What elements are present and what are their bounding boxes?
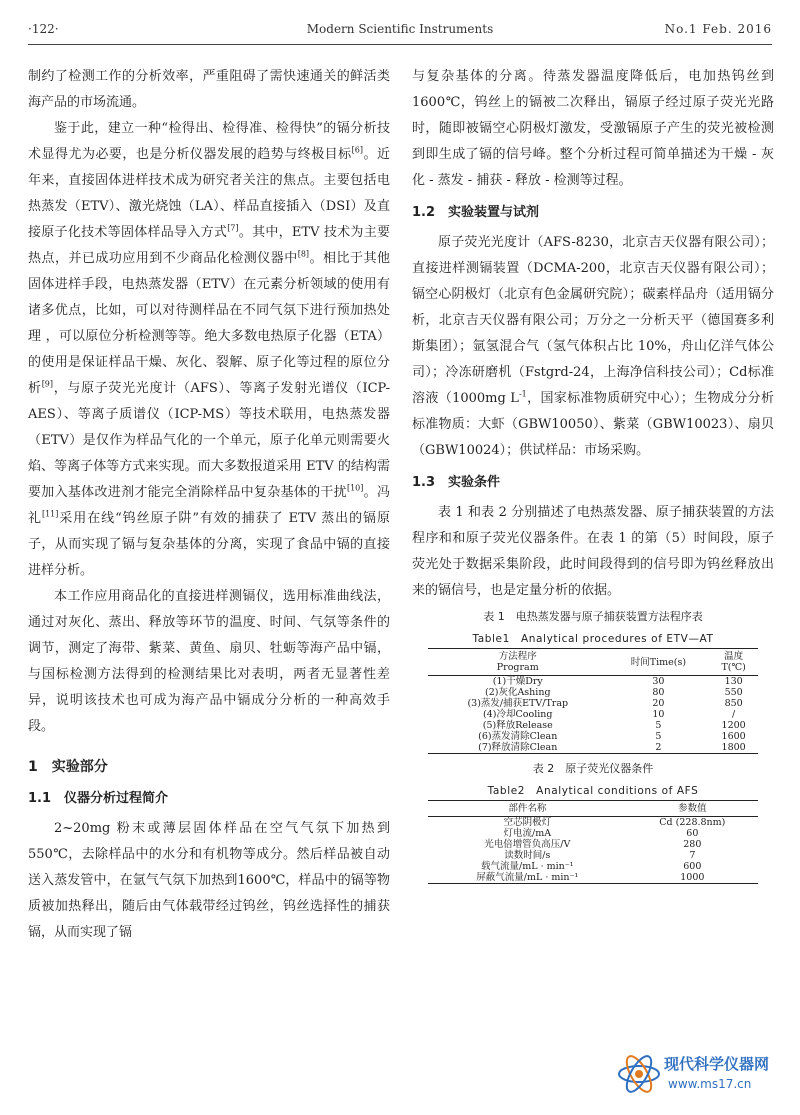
paragraph: 表 1 和表 2 分别描述了电热蒸发器、原子捕获装置的方法程序和和原子荧光仪器条件。在表 1 的第（5）时间段，原子荧光处于数据采集阶段，此时间段得到的信号即为钨丝释放出来的镉信号，也是定量分析的依据。	[412, 505, 774, 598]
running-header	[28, 22, 772, 42]
watermark-name: 现代科学仪器网	[664, 1055, 770, 1073]
table-row: (5)释放Release 5 1200	[482, 720, 746, 731]
table-row: (4)冷却Cooling 10 /	[483, 709, 736, 720]
citation: [7]	[227, 223, 239, 233]
right-column	[412, 64, 774, 884]
table-row: (6)蒸发清除Clean 5 1600	[478, 731, 746, 742]
subsection-heading: 1.2 实验装置与试剂	[412, 205, 540, 220]
paragraph: 本工作应用商品化的直接进样测镉仪，选用标准曲线法，通过对灰化、蒸出、释放等环节的温度、时间、气氛等条件的调节，测定了海带、紫菜、黄鱼、扇贝、牡蛎等海产品中镉，与国标检测方法得到的检测结果比对表明，两者无显著性差异，说明该技术也可成为海产品中镉成分分析的一种高效手段。	[28, 589, 390, 734]
table-row: (7)释放清除Clean 2 1800	[428, 742, 758, 754]
table-row: 空芯阴极灯 Cd (228.8nm)	[503, 817, 726, 828]
atom-logo-icon	[616, 1051, 662, 1097]
table1-caption-en: Table1 Analytical procedures of ETV—AT	[472, 633, 714, 645]
issue-info: No.1 Feb. 2016	[664, 22, 772, 36]
watermark-url: www.ms17.cn	[668, 1077, 752, 1091]
left-column	[28, 64, 390, 946]
citation: [9]	[41, 379, 54, 389]
table-row: (3)蒸发/捕获ETV/Trap 20 850	[467, 698, 743, 709]
page-number: ·122·	[28, 22, 59, 36]
table2-caption-en: Table2 Analytical conditions of AFS	[487, 785, 699, 797]
paragraph: 制约了检测工作的分析效率，严重阻碍了需快速通关的鲜活类海产品的市场流通。	[28, 69, 390, 110]
table1-caption-cn: 表 1 电热蒸发器与原子捕获装置方法程序表	[483, 610, 703, 623]
table-row: 光电倍增管负高压/V 280	[484, 839, 702, 850]
citation: [8]	[297, 249, 310, 259]
subsection-heading: 1.1 仪器分析过程简介	[28, 791, 169, 806]
table1	[428, 648, 758, 754]
paragraph: 与复杂基体的分离。待蒸发器温度降低后，电加热钨丝到 1600℃，钨丝上的镉被二次释出，镉原子经过原子荧光光路时，随即被镉空心阴极灯激发，受激镉原子产生的荧光被检测到即生成了镉的信号峰。整个分析过程可简单描述为干燥 - 灰化 - 蒸发 - 捕获 - 释放 - 检测等过程。	[412, 69, 774, 188]
table-row: 读数时间/s 7	[504, 850, 696, 861]
table-header: 温度 T(℃)	[721, 651, 746, 673]
paragraph: 原子荧光光度计（AFS-8230，北京吉天仪器有限公司）；直接进样测镉装置（DCMA-200，北京吉天仪器有限公司）；镉空心阴极灯（北京有色金属研究院）；碳素样品舟（适用镉分析，北京吉天仪器有限公司；万分之一分析天平（德国赛多利斯集团）；氩氢混合气（氢气体积占比 10%，舟山亿洋气体公司）；冷冻研磨机（Fstgrd-24，上海净信科技公司）；Cd标准溶液（1000mg $L^{-1}$，国家标准物质研究中心）；生物成分分析标准物质：大虾（GBW10050）、紫菜（GBW10023）、扇贝（GBW10024）；供试样品：市场采购。	[412, 235, 774, 458]
paragraph: 2~20mg 粉末或薄层固体样品在空气气氛下加热到 550℃，去除样品中的水分和有机物等成分。然后样品被自动送入蒸发管中，在氩气气氛下加热到1600℃，样品中的镉等物质被加热释出，随后由气体载带经过钨丝，钨丝选择性的捕获镉，从而实现了镉	[28, 821, 390, 940]
section-heading: 1 实验部分	[28, 759, 108, 775]
table2	[428, 800, 758, 884]
table-header: 参数值	[678, 803, 707, 814]
table-header: 部件名称	[508, 803, 547, 814]
table-row: 灯电流/mA 60	[503, 828, 699, 839]
citation: [6]	[351, 145, 363, 155]
table2-caption-cn: 表 2 原子荧光仪器条件	[532, 762, 654, 775]
table-row: (2)灰化Ashing 80 550	[484, 687, 743, 698]
table-row: 屏蔽气流量/mL · min⁻¹ 1000	[428, 872, 758, 884]
table-row: 载气流量/mL · min⁻¹ 600	[481, 861, 702, 872]
paragraph: 鉴于此，建立一种“检得出、检得准、检得快”的镉分析技术显得尤为必要，也是分析仪器发展的趋势与终极目标[6]。近年来，直接固体进样技术成为研究者关注的焦点。主要包括电热蒸发（ETV）、激光烧蚀（LA）、样品直接插入（DSI）及直接原子化技术等固体样品导入方式[7]。其中，ETV 技术为主要热点，并已成功应用到不少商品化检测仪器中[8]。相比于其他固体进样手段，电热蒸发器（ETV）在元素分析领域的使用有诸多优点，比如，可以对待测样品在不同气氛下进行预加热处理 ，可以原位分析检测等等。绝大多数电热原子化器（ETA）的使用是保证样品干燥、灰化、裂解、原子化等过程的原位分析[9]，与原子荧光光度计（AFS）、等离子发射光谱仪（ICP-AES）、等离子质谱仪（ICP-MS）等技术联用，电热蒸发器（ETV）是仅作为样品气化的一个单元，原子化单元则需要火焰、等离子体等方式来实现。而大多数报道采用 ETV 的结构需要加入基体改进剂才能完全消除样品中复杂基体的干扰[10]。冯礼[11]采用在线“钨丝原子阱”有效的捕获了 ETV 蒸出的镉原子，从而实现了镉与复杂基体的分离，实现了食品中镉的直接进样分析。	[28, 121, 390, 578]
watermark	[616, 1049, 786, 1101]
subsection-heading: 1.3 实验条件	[412, 475, 501, 490]
header-rule	[28, 44, 772, 45]
journal-title: Modern Scientific Instruments	[306, 22, 494, 36]
table-header: 方法程序 Program	[496, 651, 539, 673]
table-header: 时间Time(s)	[630, 656, 687, 668]
citation: [11]	[41, 509, 59, 519]
citation: [10]	[346, 483, 364, 493]
table-row: (1)干燥Dry 30 130	[492, 676, 743, 687]
